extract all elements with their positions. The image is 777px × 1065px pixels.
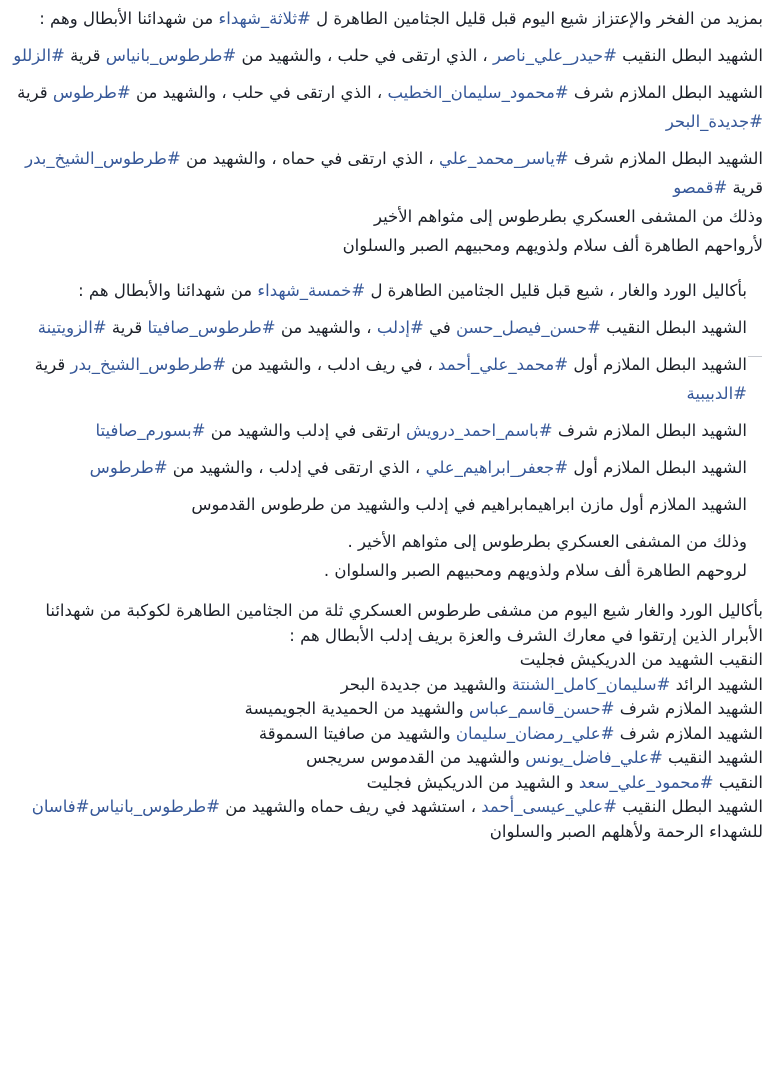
post-line: [8, 648, 763, 673]
line-text: قرية: [727, 178, 763, 197]
line-text: ، الذي ارتقى في حماه ، والشهيد من: [180, 149, 439, 168]
hashtag-link[interactable]: #محمد_علي_أحمد: [438, 355, 569, 374]
line-text: ، في ريف ادلب ، والشهيد من: [226, 355, 439, 374]
post-line: [8, 416, 747, 445]
line-text: وذلك من المشفى العسكري بطرطوس إلى مثواهم الأخير .: [347, 532, 747, 551]
line-text: الشهيد الملازم شرف: [614, 723, 763, 743]
hashtag-link[interactable]: #ياسر_محمد_علي: [438, 149, 569, 168]
line-text: الشهيد البطل الملازم شرف: [568, 83, 763, 102]
line-text: بأكاليل الورد والغار ، شيع قبل قليل الجثامين الطاهرة ل: [365, 281, 747, 300]
hashtag-link[interactable]: #طرطوس: [89, 458, 168, 477]
line-text: الشهيد الملازم أول مازن ابراهيمابراهيم في إدلب والشهيد من طرطوس القدموس: [191, 495, 747, 514]
hashtag-link[interactable]: #حسن_فيصل_حسن: [455, 318, 601, 337]
post-line: [8, 78, 763, 136]
hashtag-link[interactable]: #طرطوس_بانياس: [89, 797, 220, 816]
line-text: ، استشهد في ريف حماه والشهيد من: [219, 797, 482, 816]
post-line: [8, 820, 763, 845]
line-text: ، الذي ارتقى في حلب ، والشهيد من: [236, 46, 493, 65]
post-line: [8, 350, 747, 408]
line-text: ، الذي ارتقى في إدلب ، والشهيد من: [167, 458, 426, 477]
post-line: [8, 276, 747, 305]
hashtag-link[interactable]: #طرطوس_صافيتا: [147, 318, 276, 337]
post-line: [8, 144, 763, 202]
hashtag-link[interactable]: #طرطوس_الشيخ_بدر: [25, 149, 181, 168]
line-text: النقيب: [713, 772, 763, 792]
hashtag-link[interactable]: #خمسة_شهداء: [257, 281, 366, 300]
line-text: الشهيد البطل النقيب: [616, 797, 763, 816]
post-line: [8, 527, 747, 556]
line-text: لأرواحهم الطاهرة ألف سلام ولذويهم ومحبيهم الصبر والسلوان: [342, 236, 763, 255]
line-text: قرية: [17, 83, 53, 102]
line-text: والشهيد من القدموس سريجس: [305, 748, 526, 767]
line-text: الشهيد البطل الملازم أول: [568, 458, 747, 477]
post-line: [8, 673, 763, 698]
hashtag-link[interactable]: #قمصو: [673, 178, 728, 197]
line-text: ، والشهيد من: [275, 318, 377, 337]
line-text: الشهيد البطل الملازم أول: [568, 355, 747, 374]
post-line: [8, 746, 763, 771]
hashtag-link[interactable]: #حيدر_علي_ناصر: [493, 46, 617, 65]
hashtag-link[interactable]: #محمود_علي_سعد: [578, 772, 714, 792]
line-text: والشهيد من صافيتا السموقة: [258, 723, 456, 743]
hashtag-link[interactable]: #الدبيبية: [686, 384, 747, 403]
post-line: [8, 202, 763, 231]
hashtag-link[interactable]: #ثلاثة_شهداء: [218, 9, 311, 28]
post-3: [0, 585, 777, 844]
post-line: [8, 599, 763, 648]
hashtag-link[interactable]: #الزويتينة: [37, 318, 107, 337]
hashtag-link[interactable]: #جديدة_البحر: [665, 112, 763, 131]
line-text: قرية: [106, 318, 148, 337]
hashtag-link[interactable]: #طرطوس_الشيخ_بدر: [70, 355, 227, 374]
line-text: وذلك من المشفى العسكري بطرطوس إلى مثواهم الأخير: [373, 207, 763, 226]
hashtag-link[interactable]: #علي_فاضل_يونس: [525, 748, 663, 767]
line-text: ، الذي ارتقى في حلب ، والشهيد من: [130, 83, 388, 102]
line-text: في: [423, 318, 456, 337]
hashtag-link[interactable]: #حسن_قاسم_عباس: [468, 699, 615, 718]
hashtag-link[interactable]: #بسورم_صافيتا: [95, 421, 206, 440]
line-text: لروحهم الطاهرة ألف سلام ولذويهم ومحبيهم الصبر والسلوان .: [323, 561, 747, 580]
line-text: الشهيد البطل الملازم شرف: [552, 421, 747, 440]
post-line: [8, 41, 763, 70]
line-text: ارتقى في إدلب والشهيد من: [205, 421, 406, 440]
line-text: الشهيد الرائد: [670, 674, 763, 694]
hashtag-link[interactable]: #سليمان_كامل_الشنتة: [511, 674, 671, 694]
line-text: قرية: [34, 355, 71, 374]
hashtag-link[interactable]: #جعفر_ابراهيم_علي: [425, 458, 569, 477]
post-line: [8, 313, 747, 342]
line-text: والشهيد من الحميدية الجويميسة: [244, 699, 469, 718]
line-text: الشهيد الملازم شرف: [614, 699, 763, 718]
line-text: و الشهيد من الدريكيش فجليت: [366, 772, 579, 792]
post-line: [8, 697, 763, 722]
post-line: [8, 771, 763, 796]
hashtag-link[interactable]: #إدلب: [376, 318, 424, 337]
line-text: الشهيد البطل الملازم شرف: [568, 149, 763, 168]
post-line: [8, 795, 763, 820]
hashtag-link[interactable]: #الزللو: [13, 46, 65, 65]
line-text: والشهيد من جديدة البحر: [340, 674, 512, 694]
line-text: قرية: [64, 46, 106, 65]
post-line: [8, 556, 747, 585]
line-text: من شهدائنا والأبطال هم :: [78, 281, 258, 300]
hashtag-link[interactable]: #محمود_سليمان_الخطيب: [387, 83, 569, 102]
line-text: للشهداء الرحمة ولأهلهم الصبر والسلوان: [489, 821, 763, 841]
post-line: [8, 490, 747, 519]
post-line: [8, 4, 763, 33]
line-text: بأكاليل الورد والغار شيع اليوم من مشفى طرطوس العسكري ثلة من الجثامين الطاهرة لكوكبة من شهدائنا الأبرار الذين إرتقوا في معارك الشرف والعزة بريف إدلب الأبطال هم :: [45, 601, 763, 645]
hashtag-link[interactable]: #طرطوس_بانياس: [105, 46, 237, 65]
line-text: الشهيد النقيب: [662, 748, 763, 767]
line-text: الشهيد البطل النقيب: [616, 46, 763, 65]
hashtag-link[interactable]: #علي_رمضان_سليمان: [455, 723, 615, 743]
post-line: [8, 231, 763, 260]
line-text: بمزيد من الفخر والإعتزاز شيع اليوم قبل قليل الجثامين الطاهرة ل: [310, 9, 763, 28]
line-text: النقيب الشهيد من الدريكيش فجليت: [519, 650, 763, 669]
post-2: [0, 260, 777, 585]
hashtag-link[interactable]: #باسم_احمد_درويش: [405, 421, 553, 440]
hashtag-link[interactable]: #علي_عيسى_أحمد: [481, 797, 617, 816]
post-line: [8, 453, 747, 482]
hashtag-link[interactable]: #طرطوس: [52, 83, 131, 102]
line-text: من شهدائنا الأبطال وهم :: [39, 9, 219, 28]
hashtag-link[interactable]: #فاسان: [31, 797, 90, 816]
post-1: [0, 0, 777, 260]
line-text: الشهيد البطل النقيب: [600, 318, 747, 337]
post-line: [8, 722, 763, 747]
